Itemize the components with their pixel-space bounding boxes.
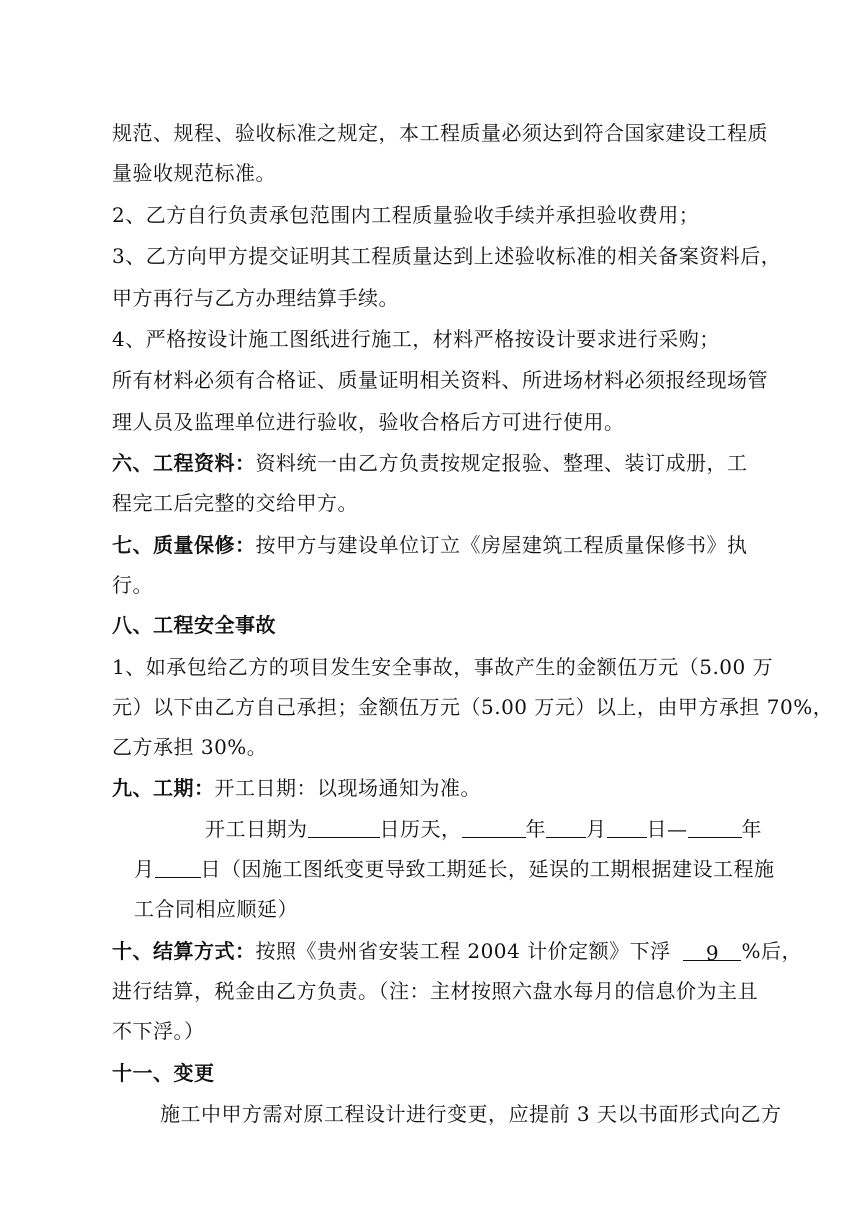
paragraph-line: 规范、规程、验收标准之规定，本工程质量必须达到符合国家建设工程质 [112,121,768,145]
schedule-line: 开工日期为 日历天， 年 月 日— 年 [205,817,762,841]
section-text: 资料统一由乙方负责按规定报验、整理、装订成册，工 [255,451,748,475]
blank-start-month [546,817,586,838]
paragraph-line: 4、严格按设计施工图纸进行施工，材料严格按设计要求进行采购； [112,327,720,351]
section-7 [112,532,748,558]
paragraph-line: 程完工后完整的交给甲方。 [112,491,358,515]
blank-end-year [688,817,742,838]
section-text: 开工日期：以现场通知为准。 [214,776,481,800]
paragraph-line: 施工中甲方需对原工程设计进行变更，应提前 3 天以书面形式向乙方 [160,1102,782,1126]
blank-start-year [462,817,526,838]
section-11-heading: 十一、变更 [112,1061,215,1085]
section-text: 按甲方与建设单位订立《房屋建筑工程质量保修书》执 [255,533,748,557]
section-text: 按照《贵州省安装工程 2004 计价定额》下浮 [255,939,671,963]
paragraph-line: 乙方承担 30%。 [112,735,268,759]
schedule-line: 月 日（因施工图纸变更导致工期延长，延误的工期根据建设工程施 [134,857,775,881]
paragraph-line: 进行结算，税金由乙方负责。（注：主材按照六盘水每月的信息价为主且 [112,979,758,1003]
paragraph-line: 量验收规范标准。 [112,161,276,185]
discount-rate: 9 [683,940,741,961]
section-heading: 十、结算方式： [112,939,256,963]
paragraph-line: 所有材料必须有合格证、质量证明相关资料、所进场材料必须报经现场管 [112,368,768,392]
section-8-heading: 八、工程安全事故 [112,613,276,637]
section-6 [112,450,748,476]
paragraph-line: 1、如承包给乙方的项目发生安全事故，事故产生的金额伍万元（5.00 万 [112,655,774,679]
paragraph-line: 不下浮。） [112,1019,205,1043]
paragraph-line: 工合同相应顺延） [134,897,298,921]
blank-duration [308,817,380,838]
section-heading: 七、质量保修： [112,533,256,557]
paragraph-line: 2、乙方自行负责承包范围内工程质量验收手续并承担验收费用； [112,203,700,227]
paragraph-line: 甲方再行与乙方办理结算手续。 [112,286,399,310]
paragraph-line: 理人员及监理单位进行验收，验收合格后方可进行使用。 [112,410,625,434]
paragraph-line: 元）以下由乙方自己承担；金额伍万元（5.00 万元）以上，由甲方承担 70%， [112,695,834,719]
blank-start-day [607,817,647,838]
section-9 [112,775,481,801]
section-heading: 六、工程资料： [112,451,256,475]
blank-end-month [155,857,201,878]
paragraph-line: 行。 [112,573,153,597]
section-heading: 九、工期： [112,776,215,800]
section-10: 十、结算方式：按照《贵州省安装工程 2004 计价定额》下浮 9 %后， [112,939,802,965]
paragraph-line: 3、乙方向甲方提交证明其工程质量达到上述验收标准的相关备案资料后， [112,244,782,268]
